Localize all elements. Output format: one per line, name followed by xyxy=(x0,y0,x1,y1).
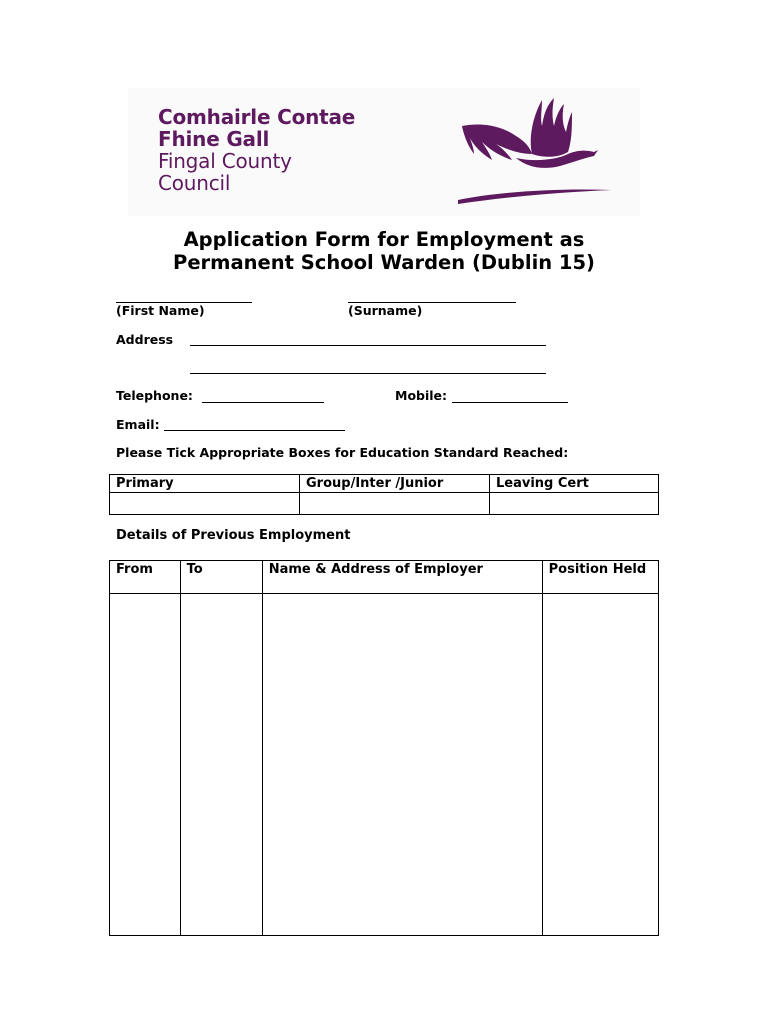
address-line-2-field[interactable] xyxy=(190,373,546,374)
surname-label: (Surname) xyxy=(348,303,423,318)
form-title xyxy=(0,228,768,274)
position-cell[interactable] xyxy=(542,594,658,936)
education-col-primary: Primary xyxy=(110,475,300,493)
mobile-field[interactable] xyxy=(452,402,568,403)
logo-line-irish-2: Fhine Gall xyxy=(158,127,270,151)
email-label: Email: xyxy=(116,417,160,432)
first-name-label: (First Name) xyxy=(116,303,205,318)
education-tick-row xyxy=(110,493,659,515)
employment-entry-row xyxy=(110,594,659,936)
junior-tick-box[interactable] xyxy=(300,493,490,515)
education-header-row xyxy=(110,475,659,493)
education-table xyxy=(109,474,659,515)
leaving-cert-tick-box[interactable] xyxy=(490,493,659,515)
employer-cell[interactable] xyxy=(262,594,542,936)
employment-table xyxy=(109,560,659,936)
mobile-label: Mobile: xyxy=(395,388,448,403)
address-label: Address xyxy=(116,332,174,347)
to-date-cell[interactable] xyxy=(180,594,262,936)
bird-icon xyxy=(456,96,616,208)
from-date-cell[interactable] xyxy=(110,594,181,936)
employment-col-to: To xyxy=(180,561,262,594)
address-line-1-field[interactable] xyxy=(190,345,546,346)
form-title-line-1: Application Form for Employment as xyxy=(183,228,585,251)
logo-line-irish-1: Comhairle Contae xyxy=(158,105,356,129)
employment-col-employer: Name & Address of Employer xyxy=(262,561,542,594)
education-prompt: Please Tick Appropriate Boxes for Education Standard Reached: xyxy=(116,445,569,460)
telephone-label: Telephone: xyxy=(116,388,193,403)
telephone-field[interactable] xyxy=(202,402,324,403)
employment-heading: Details of Previous Employment xyxy=(116,528,351,543)
education-col-junior: Group/Inter /Junior xyxy=(300,475,490,493)
logo-line-english-2: Council xyxy=(158,171,231,195)
employment-col-position: Position Held xyxy=(542,561,658,594)
form-title-line-2: Permanent School Warden (Dublin 15) xyxy=(173,251,595,274)
employment-col-from: From xyxy=(110,561,181,594)
logo-line-english-1: Fingal County xyxy=(158,149,292,173)
council-logo-text xyxy=(158,106,355,194)
education-col-leaving-cert: Leaving Cert xyxy=(490,475,659,493)
email-field[interactable] xyxy=(164,430,345,431)
primary-tick-box[interactable] xyxy=(110,493,300,515)
employment-header-row xyxy=(110,561,659,594)
